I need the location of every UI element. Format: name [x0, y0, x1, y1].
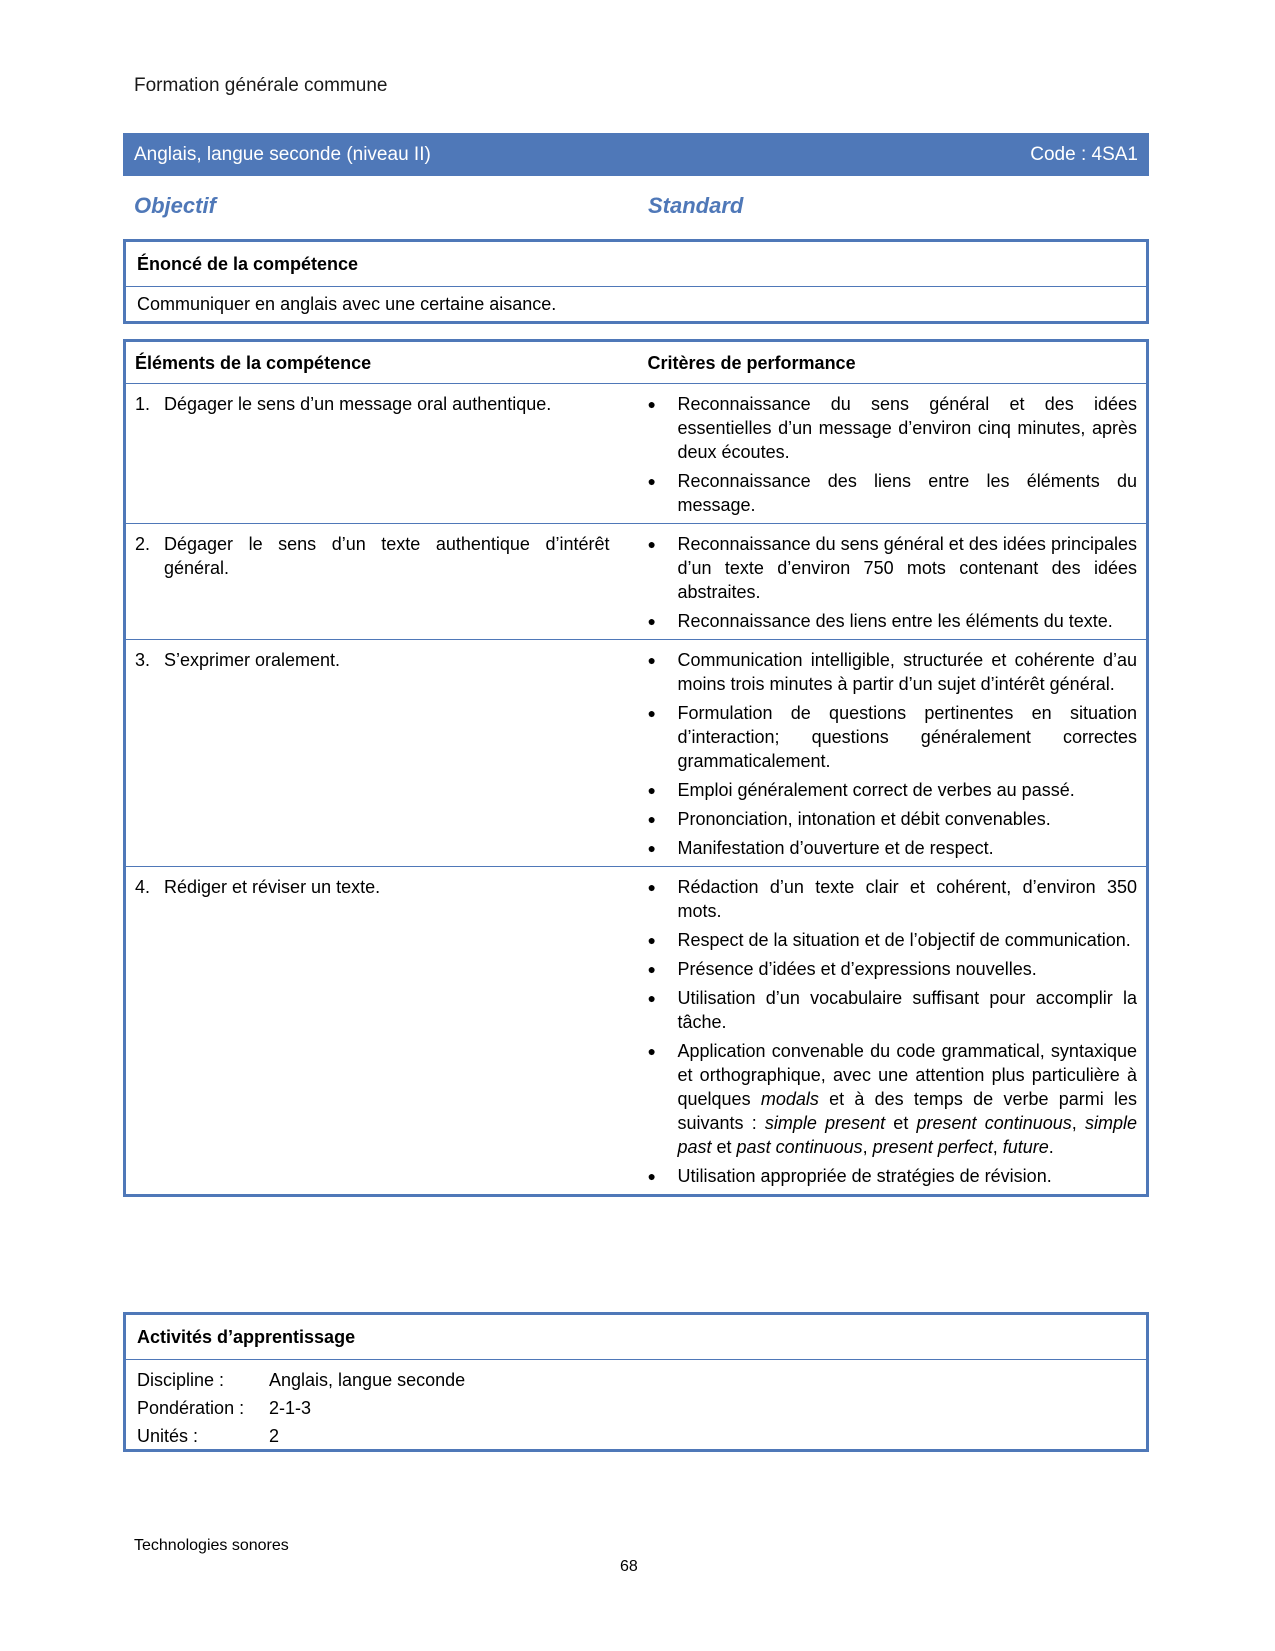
criterion-item: [648, 807, 1138, 831]
bullet-icon: ●: [647, 652, 656, 668]
discipline-label: Discipline :: [137, 1370, 225, 1390]
criterion-text: Respect de la situation et de l’objectif de communication.: [677, 930, 1131, 950]
page-number: 68: [620, 1558, 638, 1575]
element-cell: [125, 867, 639, 1196]
criterion-item: [648, 532, 1138, 604]
ponderation-value: 2-1-3: [269, 1398, 312, 1418]
criteria-cell: [639, 384, 1148, 524]
competence-text: Communiquer en anglais avec une certaine aisance.: [137, 294, 557, 314]
element-text: Dégager le sens d’un texte authentique d’intérêt général.: [164, 534, 610, 578]
criteria-cell: [639, 867, 1148, 1196]
element-number: 2.: [135, 534, 151, 554]
criterion-text: Prononciation, intonation et débit convenables.: [677, 809, 1051, 829]
element-text: Dégager le sens d’un message oral authentique.: [164, 394, 552, 414]
criterion-item: [648, 1039, 1138, 1159]
bullet-icon: ●: [647, 536, 656, 552]
criterion-item: [648, 609, 1138, 633]
criterion-item: [648, 648, 1138, 696]
element-text: S’exprimer oralement.: [164, 650, 341, 670]
objective-label: Objectif: [134, 193, 216, 218]
bullet-icon: ●: [647, 879, 656, 895]
bullet-icon: ●: [647, 932, 656, 948]
bullet-icon: ●: [647, 811, 656, 827]
competence-element: [135, 392, 630, 416]
units-label: Unités :: [137, 1426, 199, 1446]
criterion-text: Présence d’idées et d’expressions nouvelles.: [677, 959, 1037, 979]
criterion-text: Rédaction d’un texte clair et cohérent, d’environ 350 mots.: [677, 877, 1137, 921]
criterion-item: [648, 836, 1138, 860]
footer-program: Technologies sonores: [134, 1537, 289, 1554]
bullet-icon: ●: [647, 613, 656, 629]
standard-label: Standard: [648, 193, 744, 218]
competence-box: [123, 239, 1149, 324]
competence-element: [135, 532, 630, 580]
bullet-icon: ●: [647, 961, 656, 977]
table-row: [125, 524, 1148, 640]
criterion-item: [648, 778, 1138, 802]
element-cell: [125, 640, 639, 867]
criterion-item: [648, 957, 1138, 981]
criterion-text: Utilisation appropriée de stratégies de révision.: [677, 1166, 1052, 1186]
competence-heading: Énoncé de la compétence: [137, 254, 359, 274]
bullet-icon: ●: [647, 396, 656, 412]
criterion-item: [648, 1164, 1138, 1188]
element-cell: [125, 384, 639, 524]
criterion-text: Reconnaissance des liens entre les éléments du message.: [677, 471, 1137, 515]
criteria-column-header: Critères de performance: [647, 353, 856, 373]
bullet-icon: ●: [647, 782, 656, 798]
element-number: 1.: [135, 394, 151, 414]
units-line: [137, 1422, 1146, 1450]
criterion-item: [648, 701, 1138, 773]
criterion-text: Formulation de questions pertinentes en situation d’interaction; questions généralement correctes grammaticalement.: [677, 703, 1137, 771]
activities-box: [123, 1312, 1149, 1452]
course-code: Code : 4SA1: [1030, 143, 1138, 165]
criterion-text: Application convenable du code grammatical, syntaxique et orthographique, avec une attention plus particulière à quelques modals et à des temps de verbe parmi les suivants : simple present et present continuous, simple past et past continuous, present perfect, future.: [677, 1041, 1137, 1157]
criterion-item: [648, 392, 1138, 464]
criterion-item: [648, 875, 1138, 923]
criterion-text: Reconnaissance du sens général et des idées principales d’un texte d’environ 750 mots contenant des idées abstraites.: [677, 534, 1137, 602]
competence-element: [135, 648, 630, 672]
bullet-icon: ●: [647, 840, 656, 856]
competence-table: [123, 339, 1149, 1197]
ponderation-label: Pondération :: [137, 1398, 245, 1418]
criterion-text: Communication intelligible, structurée et cohérente d’au moins trois minutes à partir d’un sujet d’intérêt général.: [677, 650, 1137, 694]
criteria-cell: [639, 640, 1148, 867]
table-row: [125, 384, 1148, 524]
bullet-icon: ●: [647, 1168, 656, 1184]
criterion-item: [648, 469, 1138, 517]
criterion-text: Utilisation d’un vocabulaire suffisant pour accomplir la tâche.: [677, 988, 1137, 1032]
criteria-cell: [639, 524, 1148, 640]
elements-column-header: Éléments de la compétence: [135, 353, 372, 373]
discipline-line: [137, 1366, 1146, 1394]
element-number: 4.: [135, 877, 151, 897]
criterion-item: [648, 986, 1138, 1034]
element-text: Rédiger et réviser un texte.: [164, 877, 381, 897]
units-value: 2: [269, 1426, 280, 1446]
criterion-text: Reconnaissance des liens entre les éléments du texte.: [677, 611, 1113, 631]
element-cell: [125, 524, 639, 640]
element-number: 3.: [135, 650, 151, 670]
criterion-text: Manifestation d’ouverture et de respect.: [677, 838, 994, 858]
bullet-icon: ●: [647, 705, 656, 721]
bullet-icon: ●: [647, 473, 656, 489]
course-title: Anglais, langue seconde (niveau II): [134, 143, 431, 165]
bullet-icon: ●: [647, 990, 656, 1006]
table-row: [125, 640, 1148, 867]
criterion-item: [648, 928, 1138, 952]
objective-row: [134, 193, 1144, 223]
table-row: [125, 867, 1148, 1196]
criterion-text: Emploi généralement correct de verbes au passé.: [677, 780, 1075, 800]
activities-heading: Activités d’apprentissage: [137, 1327, 356, 1347]
competence-element: [135, 875, 630, 899]
course-header-bar: [123, 133, 1149, 176]
ponderation-line: [137, 1394, 1146, 1422]
bullet-icon: ●: [647, 1043, 656, 1059]
criterion-text: Reconnaissance du sens général et des idées essentielles d’un message d’environ cinq minutes, après deux écoutes.: [677, 394, 1137, 462]
section-title: Formation générale commune: [134, 75, 388, 96]
discipline-value: Anglais, langue seconde: [269, 1370, 466, 1390]
